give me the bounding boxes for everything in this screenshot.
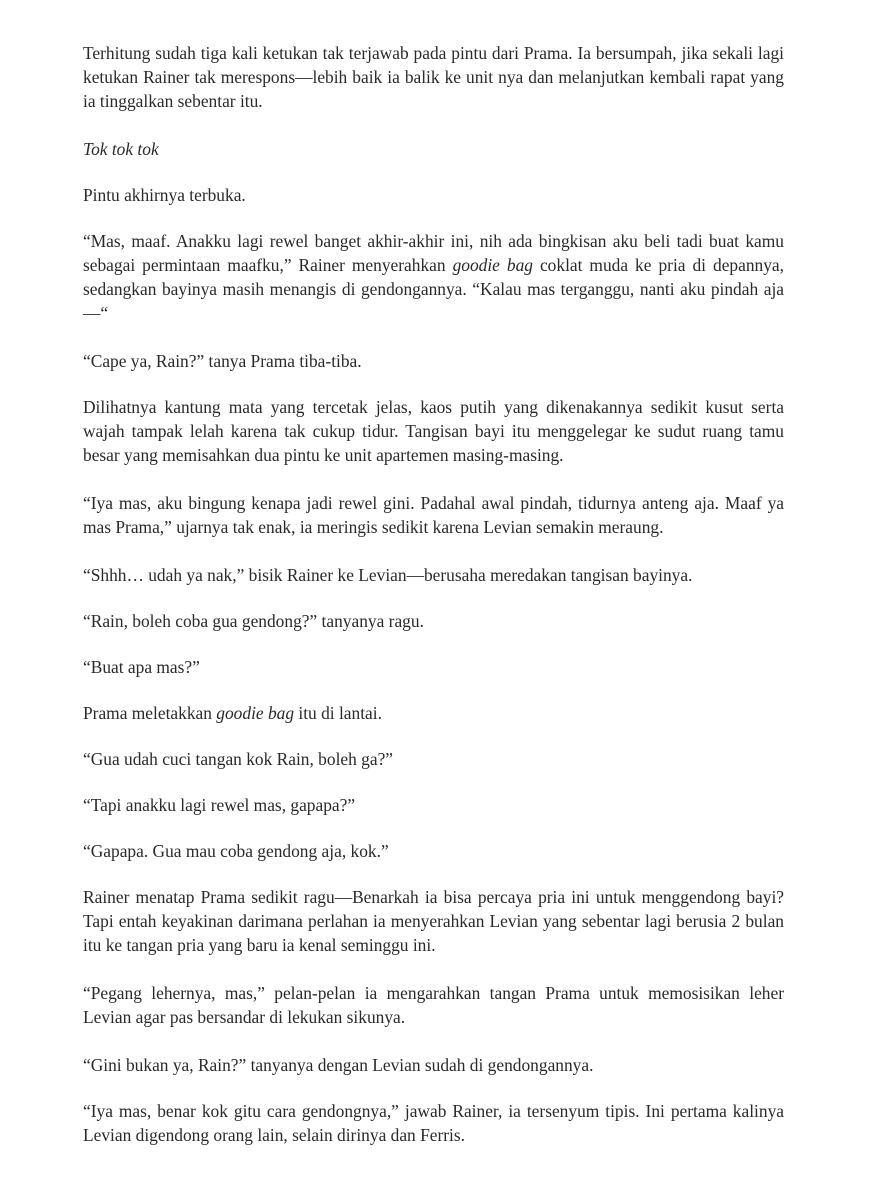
text-segment: “Mas, maaf. Anakku lagi rewel banget akhir-akhir ini, nih ada bingkisan aku beli tadi buat kamu sebagai permintaan maafku,” Rainer menyerahkan [83,231,784,275]
text-segment: “Tapi anakku lagi rewel mas, gapapa?” [83,795,356,815]
text-segment: itu di lantai. [294,703,382,723]
paragraph [83,747,784,771]
paragraph [83,41,784,113]
paragraph [83,137,784,161]
paragraph [83,395,784,467]
paragraph [83,981,784,1029]
paragraph [83,563,784,587]
text-segment: Pintu akhirnya terbuka. [83,185,246,205]
italic-text: Tok tok tok [83,139,159,159]
text-segment: “Gapapa. Gua mau coba gendong aja, kok.” [83,841,389,861]
text-segment: “Iya mas, aku bingung kenapa jadi rewel gini. Padahal awal pindah, tidurnya anteng aja. Maaf ya mas Prama,” ujarnya tak enak, ia meringis sedikit karena Levian semakin meraung. [83,493,784,537]
paragraph [83,183,784,207]
text-segment: coklat muda ke pria di depannya, sedangkan bayinya masih menangis di gendongannya. “Kalau mas terganggu, nanti aku pindah aja—“ [83,255,784,323]
text-segment: “Cape ya, Rain?” tanya Prama tiba-tiba. [83,351,362,371]
document-body [83,41,784,1147]
text-segment: “Shhh… udah ya nak,” bisik Rainer ke Levian—berusaha meredakan tangisan bayinya. [83,565,693,585]
paragraph [83,491,784,539]
paragraph [83,655,784,679]
text-segment: “Pegang lehernya, mas,” pelan-pelan ia mengarahkan tangan Prama untuk memosisikan leher Levian agar pas bersandar di lekukan sikunya. [83,983,784,1027]
paragraph [83,229,784,325]
text-segment: “Rain, boleh coba gua gendong?” tanyanya ragu. [83,611,424,631]
italic-text: goodie bag [216,703,295,723]
paragraph [83,793,784,817]
text-segment: “Gini bukan ya, Rain?” tanyanya dengan Levian sudah di gendongannya. [83,1055,594,1075]
paragraph [83,1099,784,1147]
paragraph [83,839,784,863]
paragraph [83,349,784,373]
italic-text: goodie bag [452,255,533,275]
text-segment: Dilihatnya kantung mata yang tercetak jelas, kaos putih yang dikenakannya sedikit kusut serta wajah tampak lelah karena tak cukup tidur. Tangisan bayi itu menggelegar ke sudut ruang tamu besar yang memisahkan dua pintu ke unit apartemen masing-masing. [83,397,784,465]
text-segment: Prama meletakkan [83,703,217,723]
text-segment: Rainer menatap Prama sedikit ragu—Benarkah ia bisa percaya pria ini untuk menggendong bayi? Tapi entah keyakinan darimana perlahan ia menyerahkan Levian yang sebentar lagi berusia 2 bulan itu ke tangan pria yang baru ia kenal seminggu ini. [83,887,784,955]
paragraph [83,609,784,633]
paragraph [83,885,784,957]
text-segment: “Buat apa mas?” [83,657,200,677]
text-segment: “Iya mas, benar kok gitu cara gendongnya,” jawab Rainer, ia tersenyum tipis. Ini pertama kalinya Levian digendong orang lain, selain dirinya dan Ferris. [83,1101,784,1145]
text-segment: Terhitung sudah tiga kali ketukan tak terjawab pada pintu dari Prama. Ia bersumpah, jika sekali lagi ketukan Rainer tak merespons—lebih baik ia balik ke unit nya dan melanjutkan kembali rapat yang ia tinggalkan sebentar itu. [83,43,784,111]
paragraph [83,701,784,725]
paragraph [83,1053,784,1077]
text-segment: “Gua udah cuci tangan kok Rain, boleh ga?” [83,749,394,769]
